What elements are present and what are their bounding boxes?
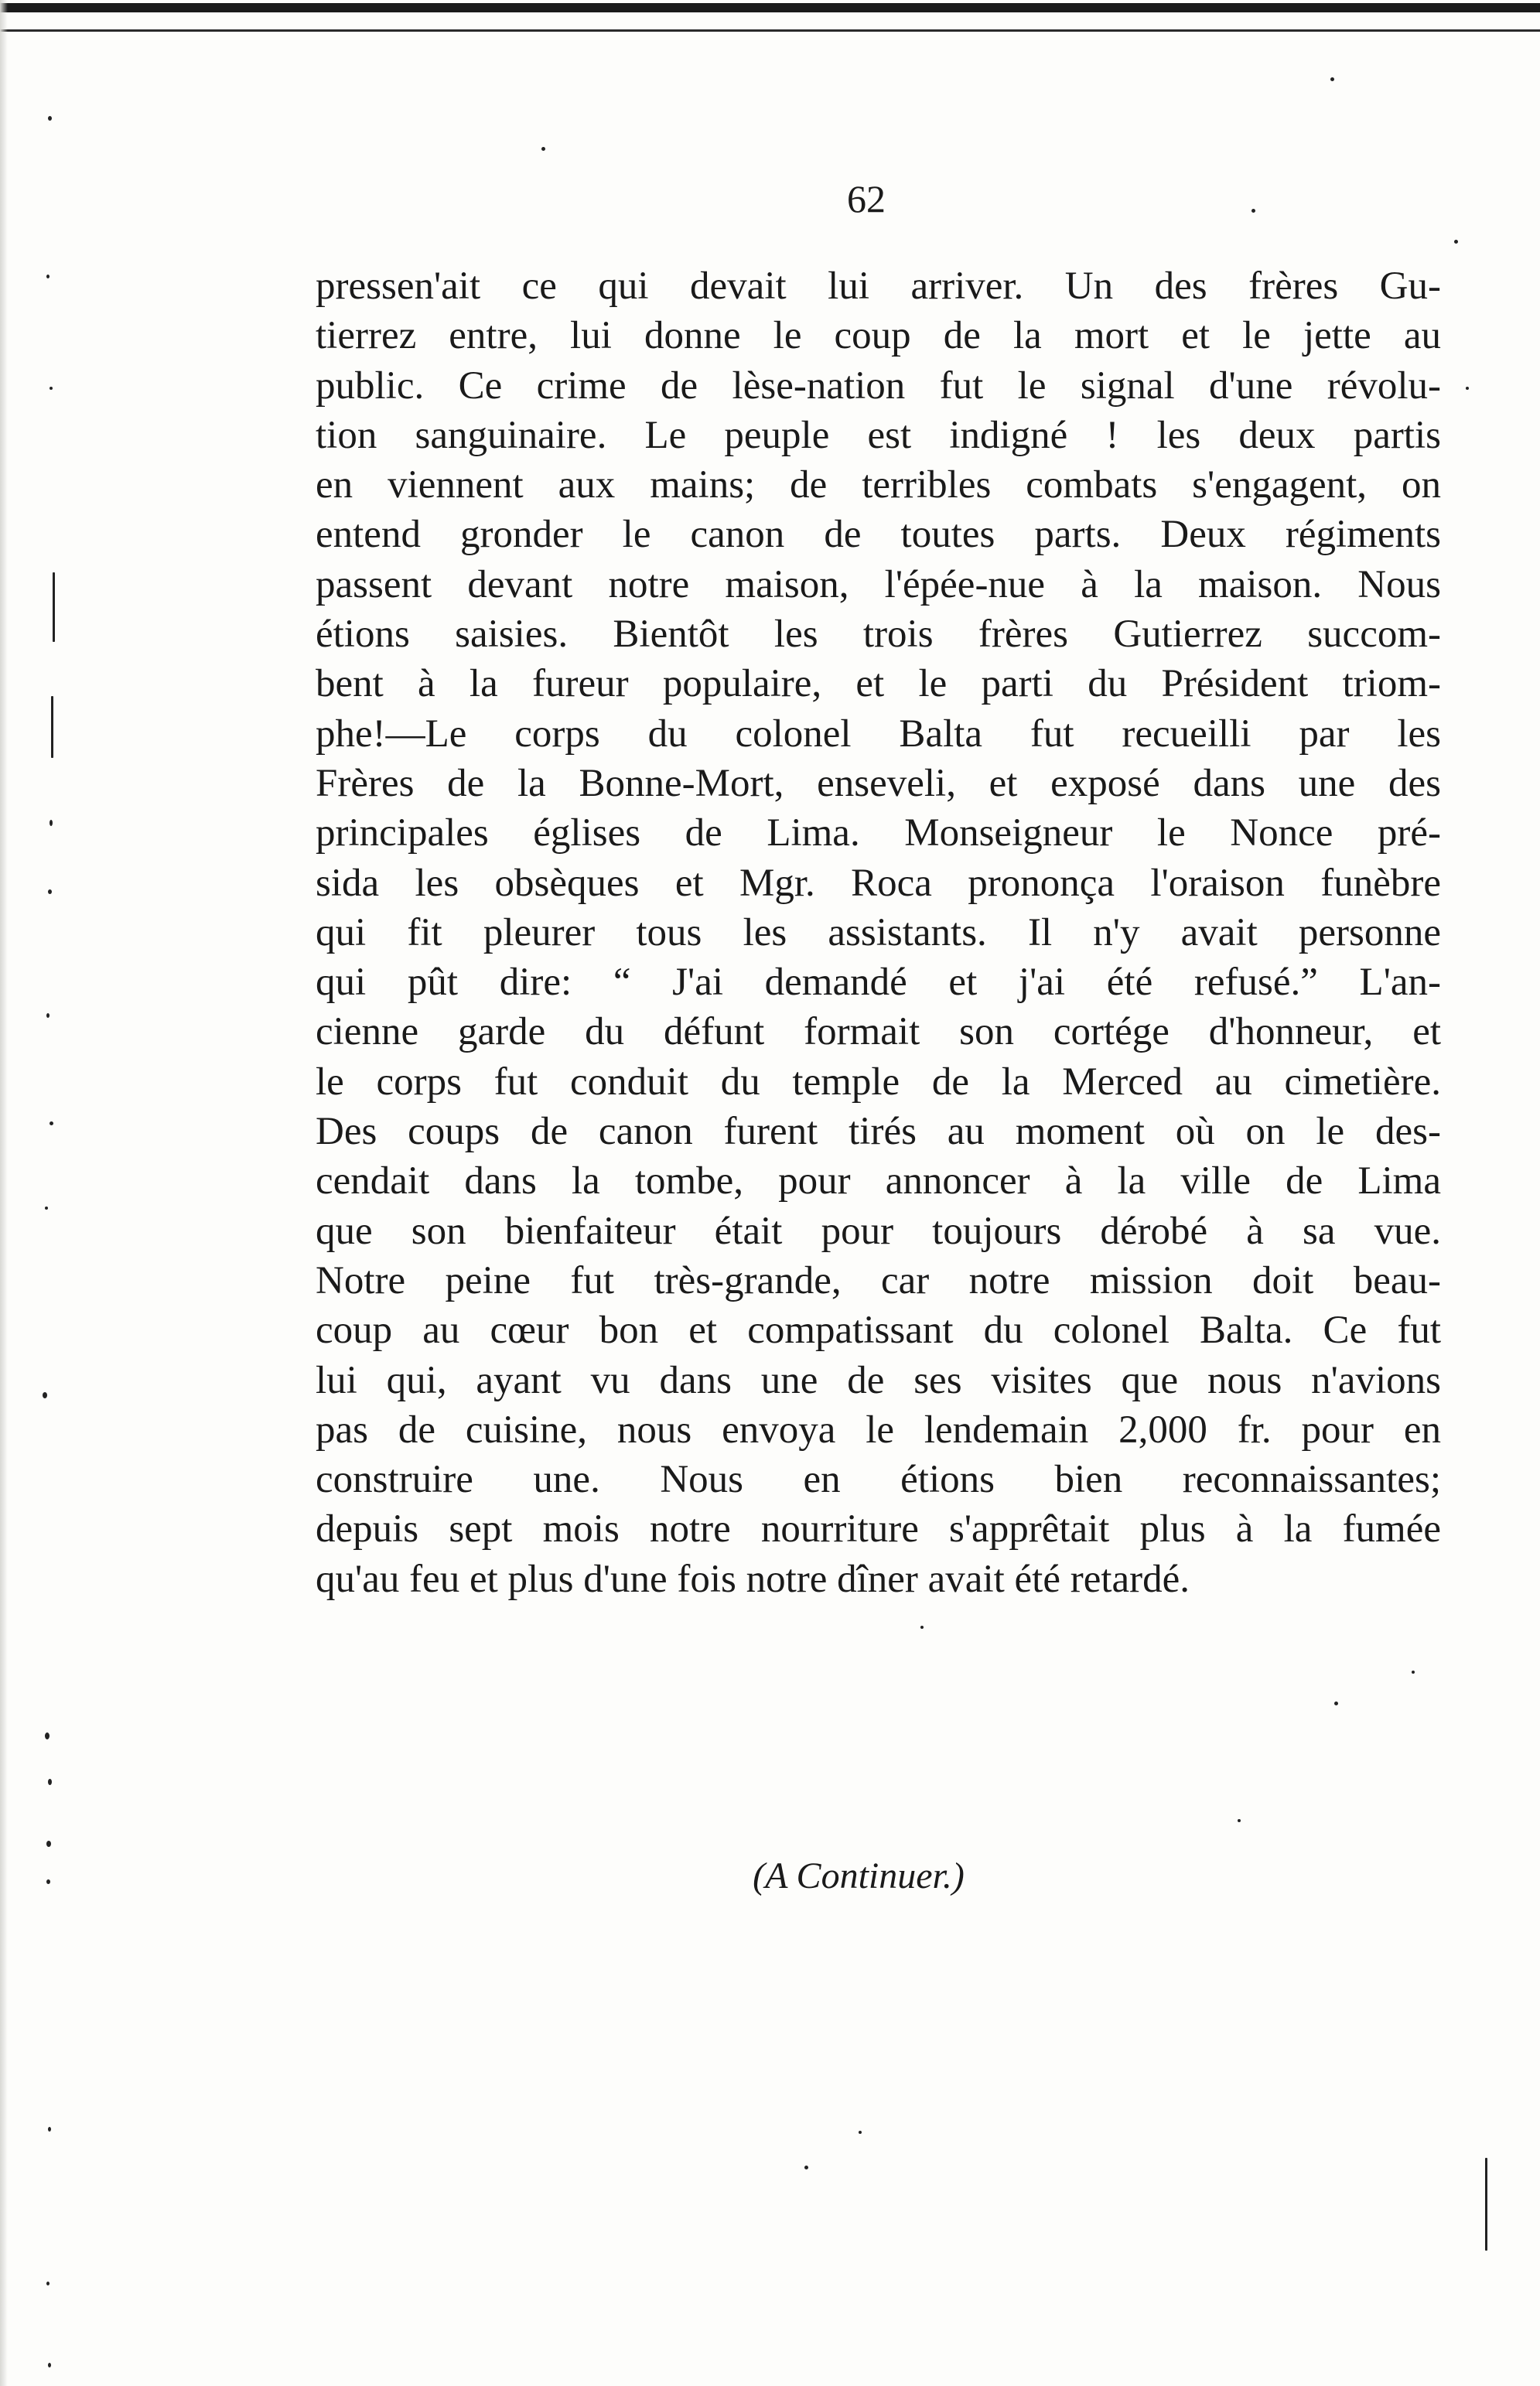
scan-speck <box>46 2282 50 2285</box>
scan-speck <box>48 2127 51 2132</box>
scan-speck <box>48 889 52 894</box>
body-paragraph <box>316 261 1441 1604</box>
scan-speck <box>46 1879 50 1884</box>
text-line: Notre peine fut très-grande, car notre mission doit beau- <box>316 1258 1441 1302</box>
scan-speck <box>46 275 50 278</box>
text-line-last: qu'au feu et plus d'une fois notre dîner avait été retardé. <box>316 1557 1190 1601</box>
text-line: le corps fut conduit du temple de la Merced au cimetière. <box>316 1060 1441 1104</box>
text-line: tion sanguinaire. Le peuple est indigné ! les deux partis <box>316 413 1441 457</box>
page-left-edge-shadow <box>0 0 8 2386</box>
scan-speck <box>1485 2158 1487 2251</box>
text-line: phe!—Le corps du colonel Balta fut recueilli par les <box>316 712 1441 756</box>
text-line: coup au cœur bon et compatissant du colonel Balta. Ce fut <box>316 1309 1441 1353</box>
scan-speck <box>45 1732 50 1739</box>
scan-speck <box>1334 1702 1338 1705</box>
scan-speck <box>1412 1671 1415 1674</box>
scan-speck <box>1454 240 1458 244</box>
scan-speck <box>541 147 545 151</box>
scan-speck <box>920 1626 924 1629</box>
scan-speck <box>48 1779 52 1785</box>
text-line: qui pût dire: “ J'ai demandé et j'ai été refusé.” L'an- <box>316 961 1441 1005</box>
scan-speck <box>50 387 53 390</box>
text-line: pas de cuisine, nous envoya le lendemain 2,000 fr. pour en <box>316 1408 1441 1452</box>
scan-speck <box>48 2363 51 2367</box>
text-line: que son bienfaiteur était pour toujours dérobé à sa vue. <box>316 1209 1441 1253</box>
scan-speck <box>53 572 55 642</box>
scan-speck <box>51 696 53 758</box>
text-line: public. Ce crime de lèse-nation fut le signal d'une révolu- <box>316 364 1441 408</box>
text-line: passent devant notre maison, l'épée-nue à la maison. Nous <box>316 562 1441 606</box>
text-line: bent à la fureur populaire, et le parti du Président triom- <box>316 662 1441 706</box>
text-line: sida les obsèques et Mgr. Roca prononça l'oraison funèbre <box>316 861 1441 905</box>
scan-speck <box>1238 1819 1241 1822</box>
text-line: pressen'ait ce qui devait lui arriver. Un des frères Gu- <box>316 265 1441 308</box>
scan-speck <box>1466 387 1469 390</box>
text-line: depuis sept mois notre nourriture s'apprêtait plus à la fumée <box>316 1507 1441 1551</box>
scan-speck <box>1330 77 1334 81</box>
scan-speck <box>46 1013 50 1018</box>
text-line: en viennent aux mains; de terribles combats s'engagent, on <box>316 463 1441 507</box>
text-line: qui fit pleurer tous les assistants. Il n'y avait personne <box>316 910 1441 954</box>
scan-speck <box>859 2131 862 2134</box>
text-line: entend gronder le canon de toutes parts. Deux régiments <box>316 513 1441 557</box>
continuation-note: (A Continuer.) <box>753 1855 965 1896</box>
text-line: Des coups de canon furent tirés au moment où on le des- <box>316 1110 1441 1154</box>
scan-speck <box>48 116 52 121</box>
text-line: étions saisies. Bientôt les trois frères Gutierrez succom- <box>316 613 1441 657</box>
scan-speck <box>43 1392 47 1398</box>
text-line: cendait dans la tombe, pour annoncer à la ville de Lima <box>316 1159 1441 1203</box>
page-number: 62 <box>847 177 886 220</box>
scan-speck <box>45 1207 48 1210</box>
text-line: tierrez entre, lui donne le coup de la mort et le jette au <box>316 314 1441 358</box>
text-line: cienne garde du défunt formait son cortége d'honneur, et <box>316 1010 1441 1054</box>
top-border-thin-rule <box>0 29 1540 32</box>
scan-speck <box>46 1841 51 1847</box>
scan-speck <box>50 1121 53 1125</box>
scan-speck <box>50 820 53 826</box>
scan-speck <box>804 2166 808 2169</box>
text-line: principales églises de Lima. Monseigneur le Nonce pré- <box>316 811 1441 855</box>
text-line: Frères de la Bonne-Mort, enseveli, et exposé dans une des <box>316 761 1441 805</box>
text-line: construire une. Nous en étions bien reconnaissantes; <box>316 1458 1441 1502</box>
text-line: lui qui, ayant vu dans une de ses visites que nous n'avions <box>316 1358 1441 1402</box>
scan-speck <box>1251 209 1255 213</box>
top-border-rule <box>0 3 1540 12</box>
